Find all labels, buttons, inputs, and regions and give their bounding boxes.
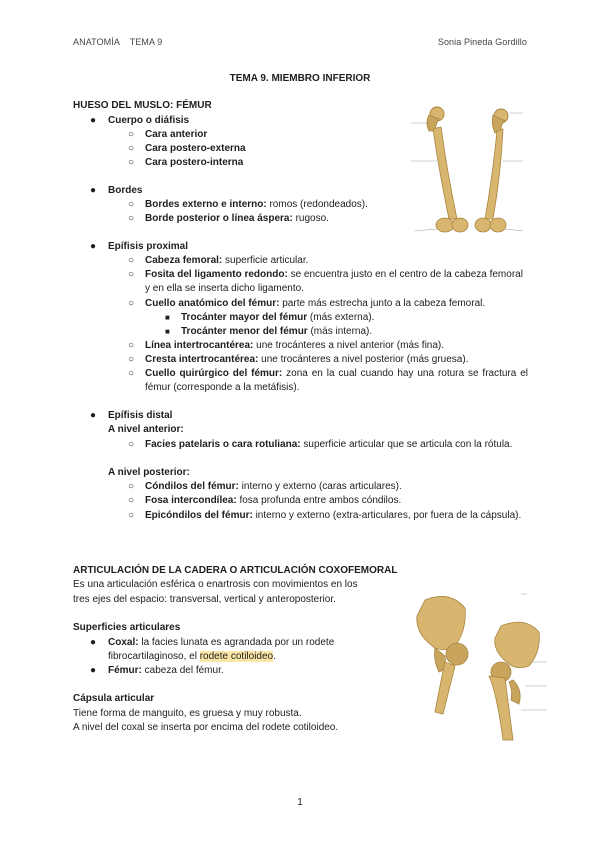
term: Trocánter mayor del fémur [181, 312, 308, 323]
bullet-circle: ○ [128, 510, 135, 521]
header-right: Sonia Pineda Gordillo [437, 37, 527, 47]
hip-joint-illustration [405, 590, 550, 745]
desc: parte más estrecha junto a la cabeza femoral. [279, 298, 486, 309]
bullet-disc: ● [90, 410, 97, 421]
label-leader-lines [411, 113, 523, 231]
desc: (más externa). [307, 312, 375, 323]
list-item [145, 268, 528, 296]
bullet-disc: ● [90, 637, 97, 648]
bullet-circle: ○ [128, 129, 135, 140]
list-item [145, 367, 528, 395]
posterior-label: A nivel posterior: [108, 467, 190, 478]
desc: zona en la cual cuando hay una rotura se fractura el fémur (corresponde a la metáfisis). [145, 368, 528, 393]
bullet-disc: ● [90, 115, 97, 126]
desc: . [273, 651, 276, 662]
bullet-circle: ○ [128, 298, 135, 309]
desc: (más interna). [307, 326, 373, 337]
femur-posterior-view [475, 109, 508, 232]
desc: fosa profunda entre ambos cóndilos. [236, 495, 402, 506]
term: Coxal: [108, 637, 139, 648]
desc: la facies lunata es agrandada por un rodete [138, 637, 335, 648]
anterior-label: A nivel anterior: [108, 424, 184, 435]
list-item [145, 339, 444, 353]
paragraph-line: Es una articulación esférica o enartrosis con movimientos en los [73, 579, 358, 590]
borders-label: Bordes [108, 185, 143, 196]
bullet-circle: ○ [128, 495, 135, 506]
proximal-label: Epífisis proximal [108, 241, 189, 252]
desc: cabeza del fémur. [141, 665, 224, 676]
list-item [145, 297, 485, 311]
list-item [108, 664, 224, 678]
section-heading-femur: HUESO DEL MUSLO: FÉMUR [73, 100, 212, 111]
list-item [145, 254, 308, 268]
section-heading-hip: ARTICULACIÓN DE LA CADERA O ARTICULACIÓN COXOFEMORAL [73, 565, 398, 576]
bullet-circle: ○ [128, 213, 135, 224]
bullet-circle: ○ [128, 143, 135, 154]
term: Cresta intertrocantérea: [145, 354, 259, 365]
distal-label: Epífisis distal [108, 410, 173, 421]
page-number: 1 [297, 797, 303, 808]
term: Cóndilos del fémur: [145, 481, 239, 492]
list-item [145, 438, 528, 452]
capsule-heading: Cápsula articular [73, 693, 155, 704]
desc: une trocánteres a nivel anterior (más fina). [253, 340, 445, 351]
bullet-disc: ● [90, 241, 97, 252]
bullet-circle: ○ [128, 255, 135, 266]
term: Fosa intercondílea: [145, 495, 237, 506]
list-item [145, 509, 528, 523]
bullet-circle: ○ [128, 199, 135, 210]
hip-bone-view-1 [417, 596, 468, 714]
term: Bordes externo e interno: [145, 199, 267, 210]
term: Epicóndilos del fémur: [145, 510, 253, 521]
bullet-circle: ○ [128, 481, 135, 492]
bullet-disc: ● [90, 185, 97, 196]
term: Borde posterior o línea áspera: [145, 213, 293, 224]
bullet-circle: ○ [128, 269, 135, 280]
surfaces-heading: Superficies articulares [73, 622, 181, 633]
desc: romos (redondeados). [266, 199, 368, 210]
term: Facies patelaris o cara rotuliana: [145, 439, 301, 450]
diaphysis-label: Cuerpo o diáfisis [108, 115, 190, 126]
bullet-circle: ○ [128, 157, 135, 168]
femur-anterior-view [427, 107, 468, 232]
header-left: ANATOMÍA TEMA 9 [73, 37, 163, 47]
desc: interno y externo (caras articulares). [238, 481, 402, 492]
desc: superficie articular. [222, 255, 309, 266]
hip-bone-view-2 [489, 622, 539, 740]
desc: fibrocartilaginoso, el [108, 651, 200, 662]
list-item [181, 311, 374, 325]
desc: superficie articular que se articula con la rótula. [300, 439, 513, 450]
term: Cabeza femoral: [145, 255, 223, 266]
list-item-continuation [108, 650, 276, 664]
term: Línea intertrocantérea: [145, 340, 254, 351]
list-item [145, 212, 329, 226]
list-item [181, 325, 372, 339]
bullet-square: ■ [165, 313, 170, 322]
bullet-circle: ○ [128, 439, 135, 450]
desc: rugoso. [292, 213, 329, 224]
highlighted-text: rodete cotiloideo [199, 651, 274, 662]
bullet-circle: ○ [128, 354, 135, 365]
desc: interno y externo (extra-articulares, por fuera de la cápsula). [252, 510, 522, 521]
desc: se encuentra justo en el centro de la cabeza femoral y en ella se inserta dicho ligamento. [145, 269, 523, 294]
list-item [108, 636, 334, 650]
desc: une trocánteres a nivel posterior (más gruesa). [258, 354, 469, 365]
bullet-circle: ○ [128, 368, 135, 379]
page-title: TEMA 9. MIEMBRO INFERIOR [229, 73, 371, 84]
bullet-square: ■ [165, 327, 170, 336]
list-item: Cara postero-interna [145, 157, 244, 168]
femur-illustration [405, 101, 527, 247]
term: Fémur: [108, 665, 142, 676]
list-item [145, 198, 368, 212]
bullet-disc: ● [90, 665, 97, 676]
list-item: Cara postero-externa [145, 143, 246, 154]
list-item: Cara anterior [145, 129, 208, 140]
paragraph-line: tres ejes del espacio: transversal, vertical y anteroposterior. [73, 594, 336, 605]
paragraph-line: A nivel del coxal se inserta por encima del rodete cotiloideo. [73, 722, 339, 733]
term: Trocánter menor del fémur [181, 326, 308, 337]
term: Fosita del ligamento redondo: [145, 269, 288, 280]
list-item [145, 353, 468, 367]
term: Cuello anatómico del fémur: [145, 298, 280, 309]
paragraph-line: Tiene forma de manguito, es gruesa y muy robusta. [73, 708, 302, 719]
list-item [145, 480, 402, 494]
list-item [145, 494, 401, 508]
bullet-circle: ○ [128, 340, 135, 351]
term: Cuello quirúrgico del fémur: [145, 368, 283, 379]
